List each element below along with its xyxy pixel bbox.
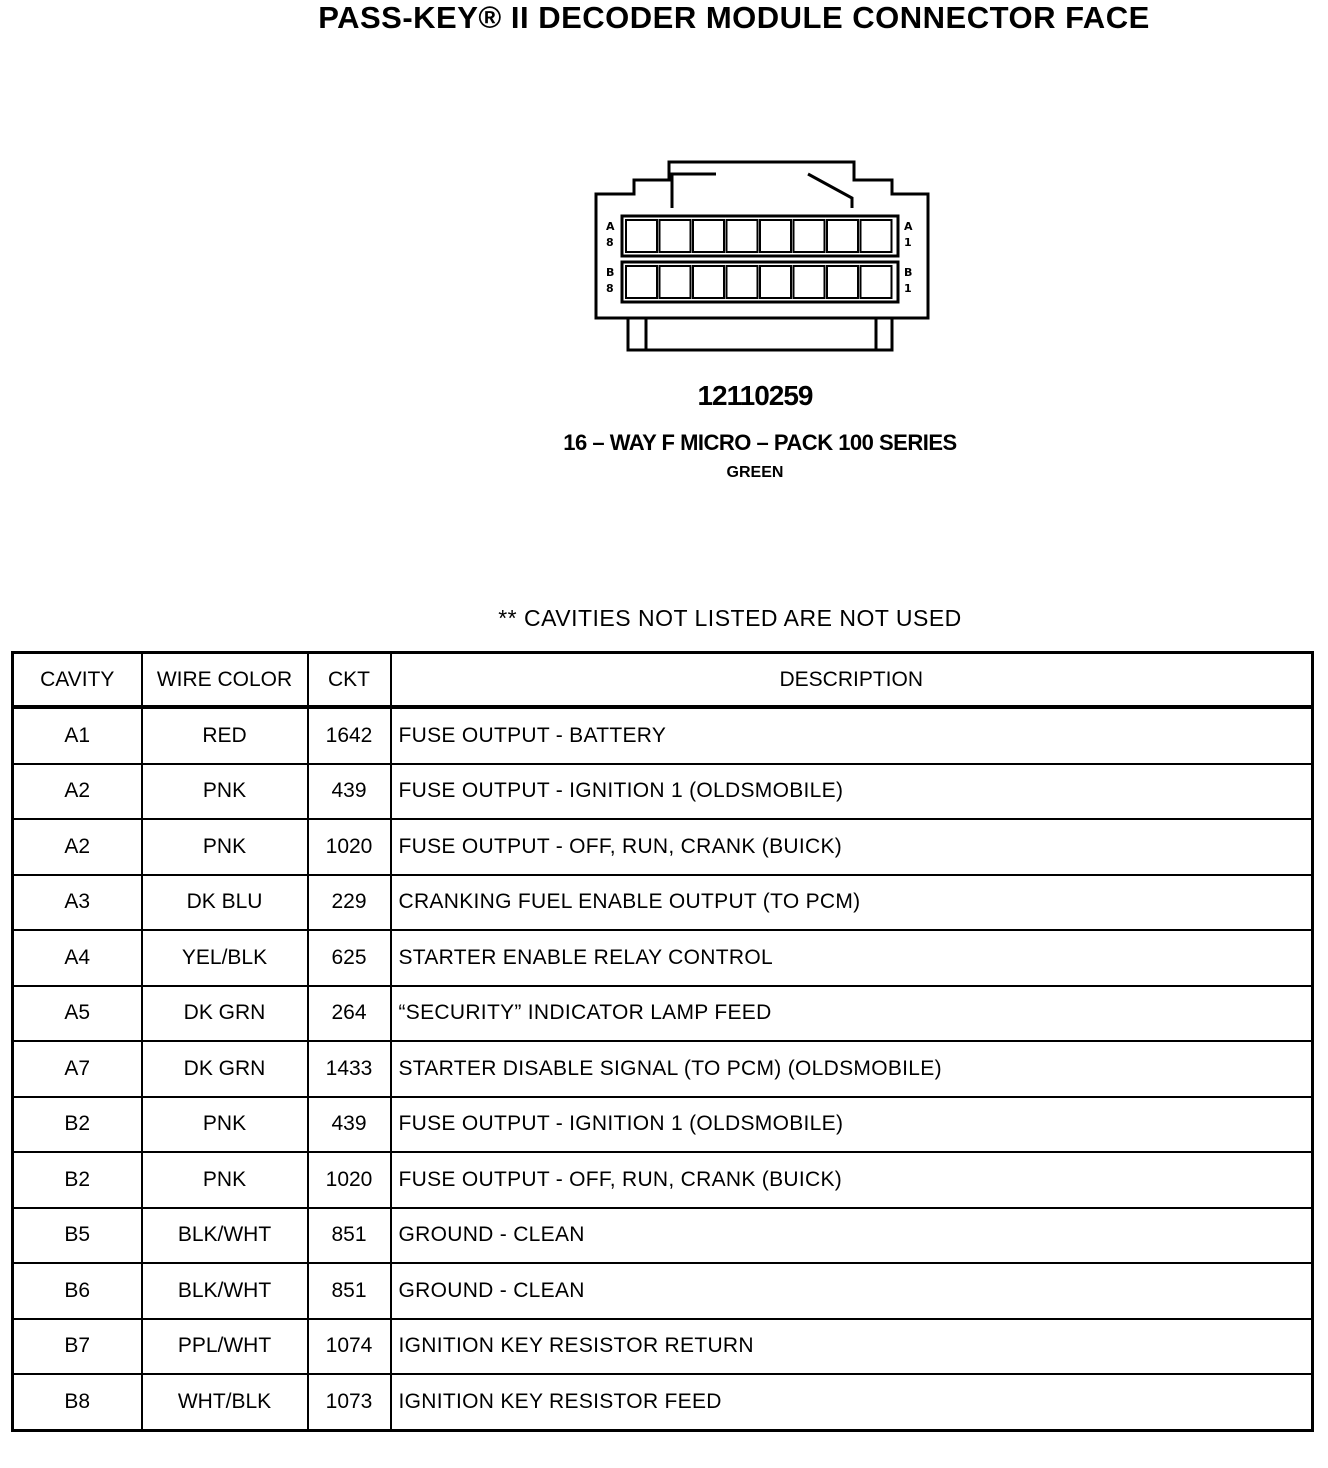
cell-wire-color: YEL/BLK bbox=[142, 930, 308, 986]
table-row bbox=[13, 819, 1313, 875]
cell-description: IGNITION KEY RESISTOR RETURN bbox=[391, 1319, 1313, 1375]
connector-description: 16 – WAY F MICRO – PACK 100 SERIES bbox=[563, 430, 957, 455]
cell-ckt: 851 bbox=[308, 1208, 391, 1264]
cell-cavity: A4 bbox=[13, 930, 142, 986]
cell-ckt: 851 bbox=[308, 1263, 391, 1319]
table-row bbox=[13, 875, 1313, 931]
table-row bbox=[13, 986, 1313, 1042]
cell-cavity: A7 bbox=[13, 1041, 142, 1097]
connector-face-diagram bbox=[594, 158, 932, 358]
cell-cavity: A1 bbox=[13, 707, 142, 764]
header-ckt: CKT bbox=[308, 653, 391, 708]
cell-wire-color: DK GRN bbox=[142, 1041, 308, 1097]
row-a-right-label-letter: A bbox=[904, 220, 913, 233]
cavity-b-8 bbox=[626, 266, 657, 298]
cell-wire-color: PPL/WHT bbox=[142, 1319, 308, 1375]
cell-ckt: 439 bbox=[308, 1097, 391, 1153]
cell-wire-color: DK BLU bbox=[142, 875, 308, 931]
cell-ckt: 1433 bbox=[308, 1041, 391, 1097]
cavity-a-6 bbox=[693, 220, 724, 252]
cell-cavity: B8 bbox=[13, 1374, 142, 1430]
cell-cavity: A3 bbox=[13, 875, 142, 931]
table-row bbox=[13, 764, 1313, 820]
table-row bbox=[13, 930, 1313, 986]
cavity-a-4 bbox=[760, 220, 791, 252]
row-a-left-label-letter: A bbox=[606, 220, 615, 233]
cavity-b-3 bbox=[794, 266, 825, 298]
header-description: DESCRIPTION bbox=[391, 653, 1313, 708]
cavity-b-1 bbox=[861, 266, 892, 298]
cavity-b-5 bbox=[727, 266, 758, 298]
cell-description: STARTER ENABLE RELAY CONTROL bbox=[391, 930, 1313, 986]
row-b-right-label-number: 1 bbox=[904, 282, 912, 295]
cell-wire-color: PNK bbox=[142, 1097, 308, 1153]
cell-ckt: 264 bbox=[308, 986, 391, 1042]
cell-wire-color: DK GRN bbox=[142, 986, 308, 1042]
cell-description: FUSE OUTPUT - OFF, RUN, CRANK (BUICK) bbox=[391, 1152, 1313, 1208]
connector-housing bbox=[596, 162, 928, 318]
row-a-right-label-number: 1 bbox=[904, 236, 912, 249]
connector-color: GREEN bbox=[726, 464, 784, 481]
cell-wire-color: PNK bbox=[142, 1152, 308, 1208]
row-a-left-label-number: 8 bbox=[606, 236, 614, 249]
header-wire-color: WIRE COLOR bbox=[142, 653, 308, 708]
cavity-b-4 bbox=[760, 266, 791, 298]
cell-ckt: 1642 bbox=[308, 707, 391, 764]
cavity-b-2 bbox=[827, 266, 858, 298]
cavity-a-7 bbox=[660, 220, 691, 252]
cell-description: IGNITION KEY RESISTOR FEED bbox=[391, 1374, 1313, 1430]
cell-cavity: B5 bbox=[13, 1208, 142, 1264]
cell-description: FUSE OUTPUT - IGNITION 1 (OLDSMOBILE) bbox=[391, 1097, 1313, 1153]
cell-wire-color: WHT/BLK bbox=[142, 1374, 308, 1430]
cell-cavity: B7 bbox=[13, 1319, 142, 1375]
cavity-a-8 bbox=[626, 220, 657, 252]
table-header-row bbox=[13, 653, 1313, 708]
row-b-left-label-letter: B bbox=[606, 266, 615, 279]
cell-description: “SECURITY” INDICATOR LAMP FEED bbox=[391, 986, 1313, 1042]
cell-cavity: A2 bbox=[13, 819, 142, 875]
table-row bbox=[13, 1152, 1313, 1208]
cavity-b-7 bbox=[660, 266, 691, 298]
cell-ckt: 1073 bbox=[308, 1374, 391, 1430]
cavity-a-2 bbox=[827, 220, 858, 252]
cell-cavity: B2 bbox=[13, 1097, 142, 1153]
cell-description: GROUND - CLEAN bbox=[391, 1263, 1313, 1319]
table-row bbox=[13, 1263, 1313, 1319]
cell-description: FUSE OUTPUT - IGNITION 1 (OLDSMOBILE) bbox=[391, 764, 1313, 820]
cavity-b-6 bbox=[693, 266, 724, 298]
cell-wire-color: RED bbox=[142, 707, 308, 764]
cavity-a-5 bbox=[727, 220, 758, 252]
cell-ckt: 1074 bbox=[308, 1319, 391, 1375]
table-row bbox=[13, 1041, 1313, 1097]
pinout-table bbox=[11, 651, 1314, 1432]
connector-latch bbox=[672, 174, 852, 208]
cell-wire-color: BLK/WHT bbox=[142, 1263, 308, 1319]
table-row bbox=[13, 1374, 1313, 1430]
cavity-a-1 bbox=[861, 220, 892, 252]
cell-ckt: 625 bbox=[308, 930, 391, 986]
row-b-left-label-number: 8 bbox=[606, 282, 614, 295]
table-row bbox=[13, 1097, 1313, 1153]
cell-wire-color: PNK bbox=[142, 819, 308, 875]
cell-wire-color: BLK/WHT bbox=[142, 1208, 308, 1264]
cavity-a-3 bbox=[794, 220, 825, 252]
cell-cavity: B6 bbox=[13, 1263, 142, 1319]
cell-ckt: 1020 bbox=[308, 1152, 391, 1208]
cell-cavity: A2 bbox=[13, 764, 142, 820]
cell-description: GROUND - CLEAN bbox=[391, 1208, 1313, 1264]
table-row bbox=[13, 707, 1313, 764]
cell-ckt: 229 bbox=[308, 875, 391, 931]
row-b-right-label-letter: B bbox=[904, 266, 913, 279]
cell-description: FUSE OUTPUT - OFF, RUN, CRANK (BUICK) bbox=[391, 819, 1313, 875]
cell-description: CRANKING FUEL ENABLE OUTPUT (TO PCM) bbox=[391, 875, 1313, 931]
cell-description: STARTER DISABLE SIGNAL (TO PCM) (OLDSMOBILE) bbox=[391, 1041, 1313, 1097]
header-cavity: CAVITY bbox=[13, 653, 142, 708]
table-row bbox=[13, 1208, 1313, 1264]
unused-cavities-note: ** CAVITIES NOT LISTED ARE NOT USED bbox=[498, 605, 962, 631]
connector-lower-tab bbox=[628, 318, 892, 350]
page-title: PASS-KEY® II DECODER MODULE CONNECTOR FACE bbox=[318, 0, 1150, 35]
cell-ckt: 439 bbox=[308, 764, 391, 820]
cell-wire-color: PNK bbox=[142, 764, 308, 820]
table-row bbox=[13, 1319, 1313, 1375]
cell-ckt: 1020 bbox=[308, 819, 391, 875]
cell-cavity: A5 bbox=[13, 986, 142, 1042]
cell-description: FUSE OUTPUT - BATTERY bbox=[391, 707, 1313, 764]
cell-cavity: B2 bbox=[13, 1152, 142, 1208]
part-number: 12110259 bbox=[697, 380, 813, 411]
